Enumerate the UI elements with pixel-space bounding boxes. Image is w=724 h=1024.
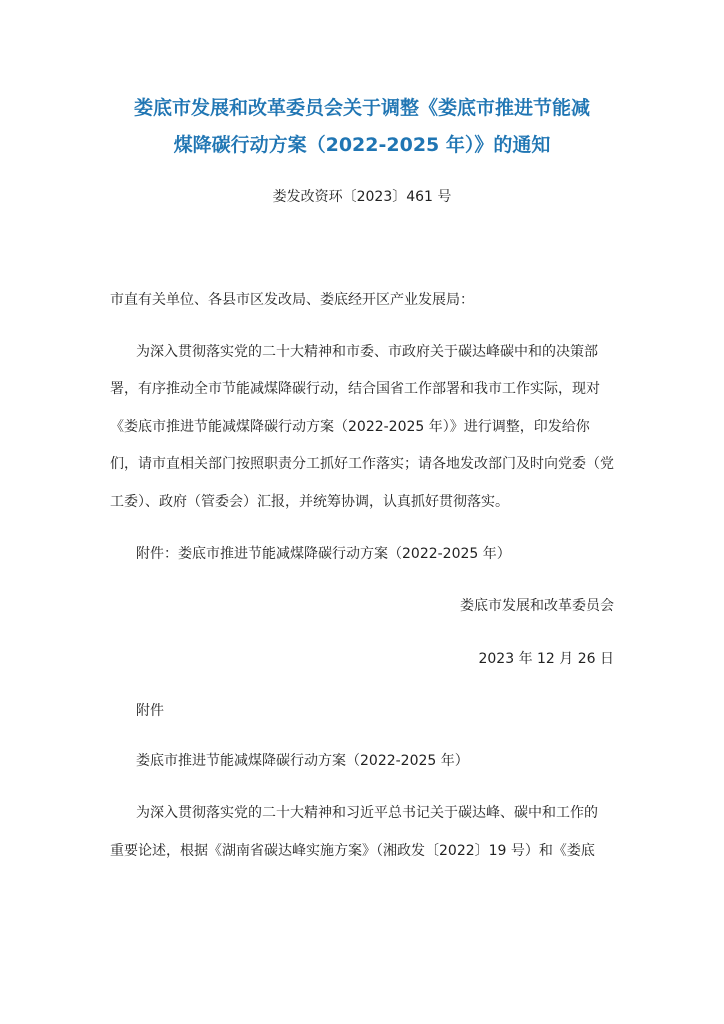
attachment-heading: 附件: [136, 703, 164, 719]
body-line-4: 们，请市直相关部门按照职责分工抓好工作落实；请各地发改部门及时向党委（党: [110, 456, 614, 472]
addressee: 市直有关单位、各县市区发改局、娄底经开区产业发展局：: [110, 292, 474, 308]
body-line-1: 为深入贯彻落实党的二十大精神和市委、市政府关于碳达峰碳中和的决策部: [136, 344, 598, 360]
attachment-title: 娄底市推进节能减煤降碳行动方案（2022-2025 年）: [136, 753, 469, 769]
document-number: 娄发改资环〔2023〕461 号: [272, 189, 452, 205]
document-title-line-2: 煤降碳行动方案（2022-2025 年）》的通知: [173, 134, 551, 156]
attachment-body-line-1: 为深入贯彻落实党的二十大精神和习近平总书记关于碳达峰、碳中和工作的: [136, 805, 598, 821]
body-line-5: 工委）、政府（管委会）汇报，并统筹协调，认真抓好贯彻落实。: [110, 494, 509, 510]
attachment-note: 附件：娄底市推进节能减煤降碳行动方案（2022-2025 年）: [136, 546, 511, 562]
signature-organization: 娄底市发展和改革委员会: [460, 598, 614, 614]
body-line-3: 《娄底市推进节能减煤降碳行动方案（2022-2025 年）》进行调整，印发给你: [110, 419, 590, 435]
body-line-2: 署，有序推动全市节能减煤降碳行动，结合国省工作部署和我市工作实际，现对: [110, 381, 600, 397]
signature-date: 2023 年 12 月 26 日: [478, 651, 614, 667]
document-title-line-1: 娄底市发展和改革委员会关于调整《娄底市推进节能减: [133, 97, 590, 119]
attachment-body-line-2: 重要论述，根据《湖南省碳达峰实施方案》（湘政发〔2022〕19 号）和《娄底: [110, 843, 595, 859]
